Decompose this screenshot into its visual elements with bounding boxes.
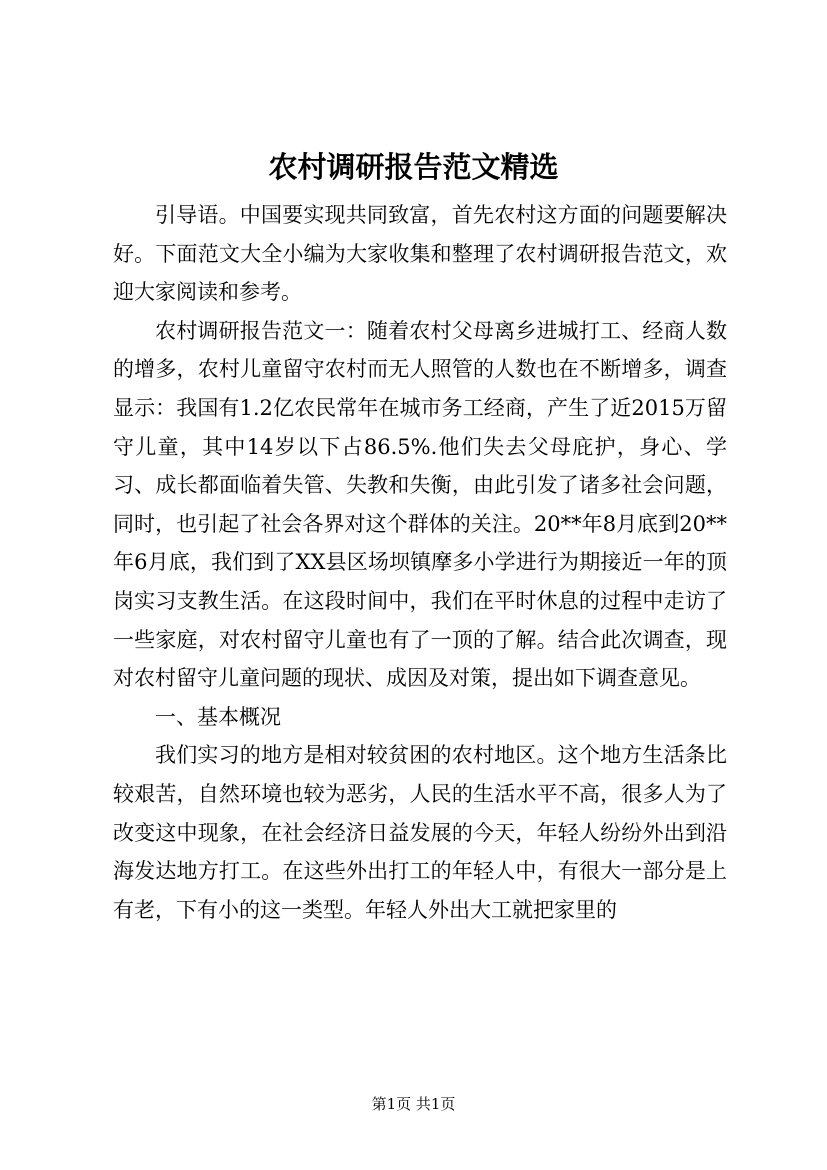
- document-title: 农村调研报告范文精选: [268, 150, 559, 184]
- section-heading-basic-overview: 一、基本概况: [155, 704, 281, 729]
- document-body: [113, 196, 727, 929]
- page-footer: 第1页 共1页: [371, 1095, 456, 1113]
- paragraph-basic-overview: 我们实习的地方是相对较贫困的农村地区。这个地方生活条比较艰苦，自然环境也较为恶劣，人民的生活水平不高，很多人为了改变这中现象，在社会经济日益发展的今天，年轻人纷纷外出到沿海发达地方打工。在这些外出打工的年轻人中，有很大一部分是上有老，下有小的这一类型。年轻人外出大工就把家里的: [113, 743, 727, 922]
- paragraph-sample-one: 农村调研报告范文一：随着农村父母离乡进城打工、经商人数的增多，农村儿童留守农村而无人照管的人数也在不断增多，调查显示：我国有1.2亿农民常年在城市务工经商，产生了近2015万留守儿童，其中14岁以下占86.5%.他们失去父母庇护，身心、学习、成长都面临着失管、失教和失衡，由此引发了诸多社会问题，同时，也引起了社会各界对这个群体的关注。20**年8月底到20**年6月底，我们到了XX县区场坝镇摩多小学进行为期接近一年的顶岗实习支教生活。在这段时间中，我们在平时休息的过程中走访了一些家庭，对农村留守儿童也有了一顶的了解。结合此次调查，现对农村留守儿童问题的现状、成因及对策，提出如下调查意见。: [113, 318, 727, 691]
- paragraph-intro: 引导语。中国要实现共同致富，首先农村这方面的问题要解决好。下面范文大全小编为大家收集和整理了农村调研报告范文，欢迎大家阅读和参考。: [113, 203, 727, 305]
